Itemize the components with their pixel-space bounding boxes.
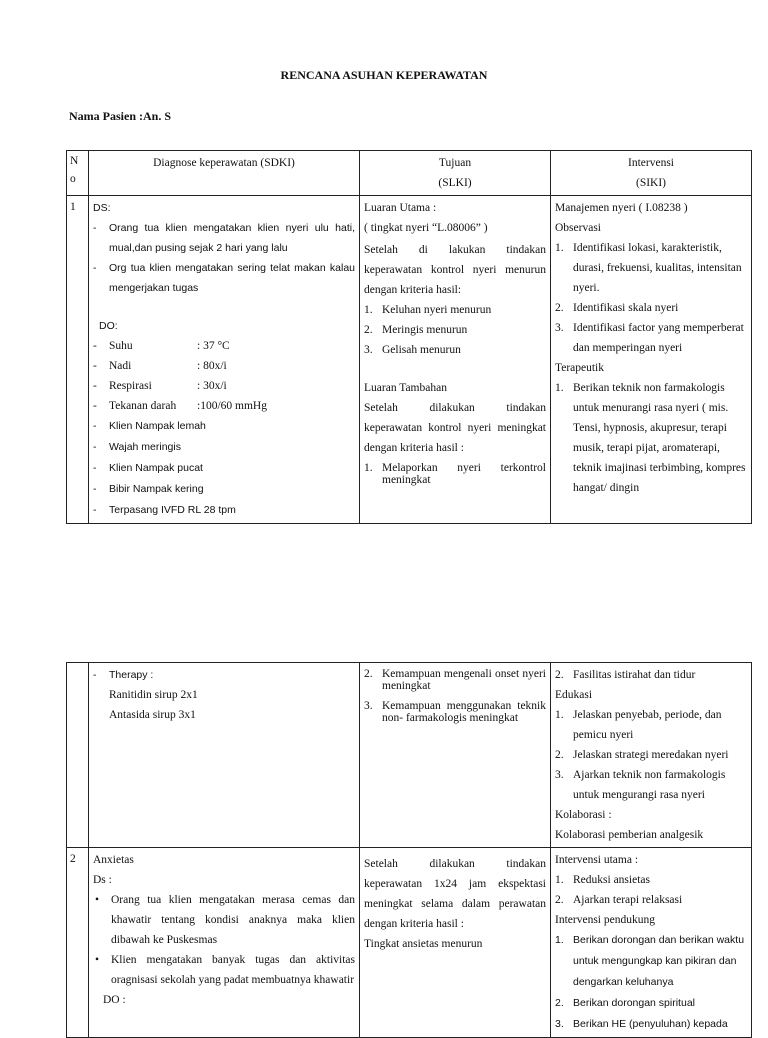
list-item: - Klien Nampak pucat — [93, 458, 355, 479]
header-no: N o — [67, 151, 89, 196]
ds-list — [93, 218, 355, 298]
patient-name: Nama Pasien :An. S — [69, 109, 172, 123]
list-item: • Orang tua klien mengatakan merasa cemas dan khawatir tentang kondisi anaknya maka klien dibawah ke Puskesmas — [93, 890, 355, 950]
list-item: 1. Berikan teknik non farmakologis untuk menurangi rasa nyeri ( mis. Tensi, hypnosis, akupresur, terapi musik, terapi pijat, aromaterapi, teknik imajinasi terbimbing, kompres hangat/ dingin — [555, 382, 746, 494]
goal-add-list — [364, 462, 546, 486]
list-item: 1. Reduksi ansietas — [555, 874, 650, 886]
diagnosis-cell: DS: - Orang tua klien mengatakan klien nyeri ulu hati, mual,dan pusing sejak 2 hari yang lalu - Org tua klien mengatakan sering telat makan kalau mengerjakan tugas DO: - Suhu : 37 °C - Nadi : 80x/i - Respirasi : 30x/i - Tekanan darah :100/60 mmHg - Klien Nampak lemah - Wajah meringis - Klien Nampak pucat - Bibir Nampak kering - Terpasang IVFD RL 28 tpm — [89, 196, 360, 524]
intervention-cell: Manajemen nyeri ( I.08238 ) Observasi 1. Identifikasi lokasi, karakteristik, durasi, frekuensi, kualitas, intensitan nyeri. 2. Identifikasi skala nyeri 3. Identifikasi factor yang memperberat dan memperingan nyeri Terapeutik 1. Berikan teknik non farmakologis untuk menurangi rasa nyeri ( mis. Tensi, hypnosis, akupresur, terapi musik, terapi pijat, aromaterapi, teknik imajinasi terbimbing, kompres hangat/ dingin — [551, 196, 752, 524]
intervention-cell: Intervensi utama : 1. Reduksi ansietas 2. Ajarkan terapi relaksasi Intervensi pendukung 1. Berikan dorongan dan berikan waktu untuk mengungkap kan pikiran dan dengarkan keluhanya 2. Berikan dorongan spiritual 3. Berikan HE (penyuluhan) kepada — [551, 848, 752, 1038]
main-intervention-list — [555, 870, 747, 910]
list-item: - Respirasi : 30x/i — [93, 376, 355, 396]
list-item: 2. Berikan dorongan spiritual — [555, 997, 695, 1009]
table-header-row — [67, 151, 752, 196]
list-item: • Klien mengatakan banyak tugas dan aktivitas oragnisasi sekolah yang padat membuatnya khawatir — [93, 950, 355, 990]
education-list — [555, 705, 747, 805]
list-item: 2. Jelaskan strategi meredakan nyeri — [555, 749, 729, 761]
list-item: - Tekanan darah :100/60 mmHg — [93, 396, 355, 416]
list-item: 2. Fasilitas istirahat dan tidur — [555, 669, 696, 681]
list-item: 1. Berikan dorongan dan berikan waktu untuk mengungkap kan pikiran dan dengarkan keluhanya — [555, 934, 745, 988]
header-goal: Tujuan (SLKI) — [360, 151, 551, 196]
table-row — [67, 663, 752, 848]
list-item: - Klien Nampak lemah — [93, 416, 355, 437]
care-plan-table-2 — [66, 662, 752, 1038]
list-item: - Nadi : 80x/i — [93, 356, 355, 376]
row-number: 2 — [67, 848, 89, 1038]
document-title: RENCANA ASUHAN KEPERAWATAN — [280, 68, 488, 82]
list-item: 3. Identifikasi factor yang memperberat dan memperingan nyeri — [555, 322, 744, 354]
list-item: 3. Gelisah menurun — [364, 344, 461, 356]
goal-list — [364, 668, 546, 724]
list-item: - Therapy : — [93, 665, 355, 685]
goal-cell: Setelah dilakukan tindakan keperawatan 1x24 jam ekspektasi meningkat selama dalam perawatan dengan kriteria hasil : Tingkat ansietas menurun — [360, 848, 551, 1038]
observation-list — [555, 238, 747, 358]
row-number — [67, 663, 89, 848]
header-intervention: Intervensi (SIKI) — [551, 151, 752, 196]
therapeutic-list — [555, 378, 747, 498]
list-item: 1. Keluhan nyeri menurun — [364, 304, 492, 316]
list-item: 1. Melaporkan nyeri terkontrol meningkat — [364, 462, 546, 486]
list-item: - Wajah meringis — [93, 437, 355, 458]
vitals-list — [93, 336, 355, 416]
care-plan-table-1 — [66, 150, 752, 524]
list-item: 3. Kemampuan menggunakan teknik non- farmakologis meningkat — [364, 700, 546, 724]
list-item: 2. Ajarkan terapi relaksasi — [555, 894, 683, 906]
list-item: 1. Identifikasi lokasi, karakteristik, durasi, frekuensi, kualitas, intensitan nyeri. — [555, 242, 742, 294]
therapy-cell: - Therapy : Ranitidin sirup 2x1 Antasida sirup 3x1 — [89, 663, 360, 848]
list-item: 2. Identifikasi skala nyeri — [555, 302, 679, 314]
list-item: - Suhu : 37 °C — [93, 336, 355, 356]
list-item: 3. Berikan HE (penyuluhan) kepada — [555, 1018, 728, 1030]
therapeutic-list — [555, 665, 747, 685]
do-list — [93, 416, 355, 521]
list-item: 2. Meringis menurun — [364, 324, 468, 336]
goal-cell — [360, 663, 551, 848]
row-number: 1 — [67, 196, 89, 524]
list-item: 2. Kemampuan mengenali onset nyeri meningkat — [364, 668, 546, 692]
list-item: - Orang tua klien mengatakan klien nyeri ulu hati, mual,dan pusing sejak 2 hari yang lalu — [93, 218, 355, 258]
diagnosis-cell: Anxietas Ds : • Orang tua klien mengatakan merasa cemas dan khawatir tentang kondisi anaknya maka klien dibawah ke Puskesmas • Klien mengatakan banyak tugas dan aktivitas oragnisasi sekolah yang padat membuatnya khawatir DO : — [89, 848, 360, 1038]
list-item: - Bibir Nampak kering — [93, 479, 355, 500]
list-item: - Org tua klien mengatakan sering telat makan kalau mengerjakan tugas — [93, 258, 355, 298]
table-row — [67, 196, 752, 524]
table-row — [67, 848, 752, 1038]
support-intervention-list — [555, 930, 747, 1035]
therapy-list — [93, 665, 355, 685]
list-item: - Terpasang IVFD RL 28 tpm — [93, 500, 355, 521]
goal-list — [364, 300, 546, 360]
ds-list — [93, 890, 355, 990]
intervention-cell: 2. Fasilitas istirahat dan tidur Edukasi 1. Jelaskan penyebab, periode, dan pemicu nyeri 2. Jelaskan strategi meredakan nyeri 3. Ajarkan teknik non farmakologis untuk mengurangi rasa nyeri Kolaborasi : Kolaborasi pemberian analgesik — [551, 663, 752, 848]
list-item: 1. Jelaskan penyebab, periode, dan pemicu nyeri — [555, 709, 722, 741]
header-diagnosis: Diagnose keperawatan (SDKI) — [89, 151, 360, 196]
list-item: 3. Ajarkan teknik non farmakologis untuk mengurangi rasa nyeri — [555, 769, 726, 801]
goal-cell: Luaran Utama : ( tingkat nyeri “L.08006” ) Setelah di lakukan tindakan keperawatan kontrol nyeri menurun dengan kriteria hasil: 1. Keluhan nyeri menurun 2. Meringis menurun 3. Gelisah menurun Luaran Tambahan Setelah dilakukan tindakan keperawatan kontrol nyeri meningkat dengan kriteria hasil : 1. Melaporkan nyeri terkontrol meningkat — [360, 196, 551, 524]
